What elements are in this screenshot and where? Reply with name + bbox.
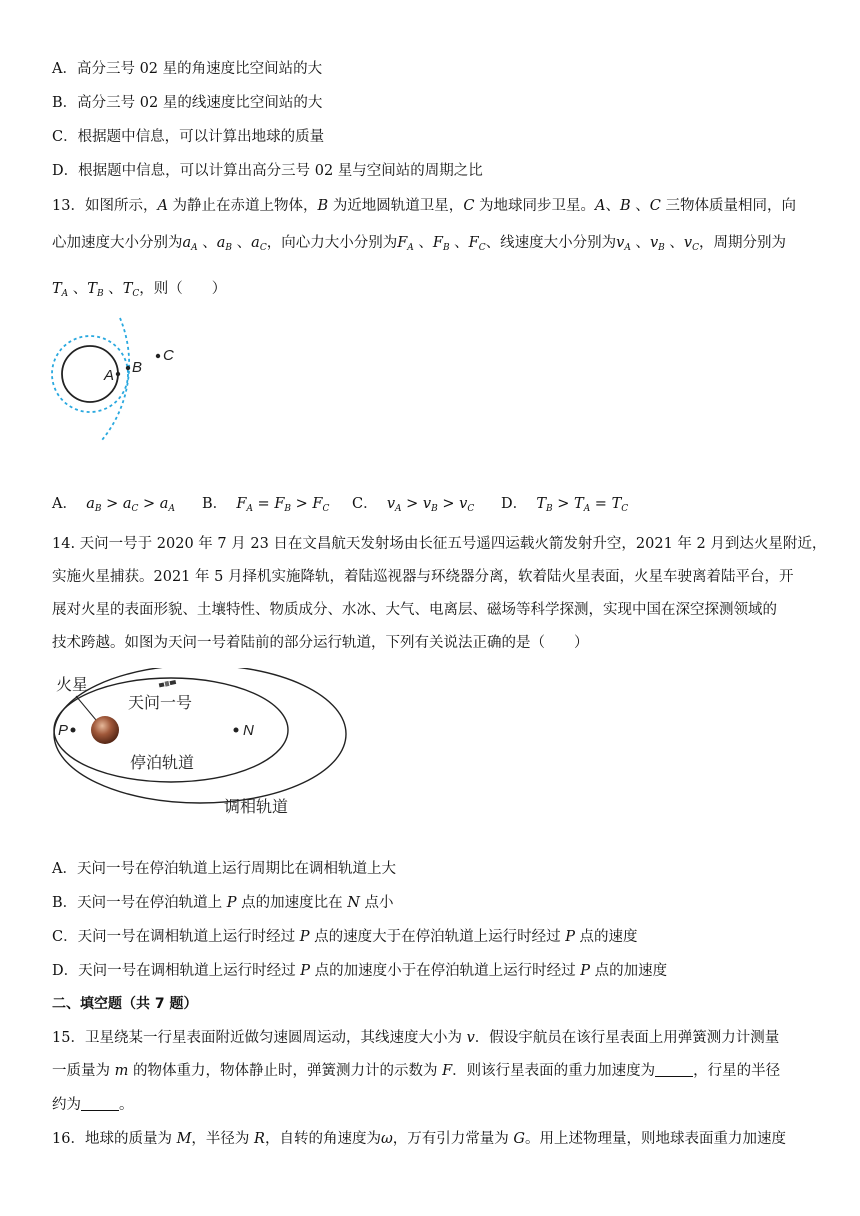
var-b: B <box>317 198 329 214</box>
q13-text: ，则（ ） <box>139 281 227 297</box>
q13-stem-line3: $T_A$ 、$T_B$ 、$T_C$，则（ ） <box>52 281 227 299</box>
q13-option-b: B． $F_A = F_B > F_C$ <box>202 496 330 514</box>
label-p: P <box>58 722 69 739</box>
label-probe: 天问一号 <box>128 695 193 712</box>
q13-text: ，周期分别为 <box>698 235 786 251</box>
q13-option-d: D． $T_B > T_A = T_C$ <box>501 496 629 514</box>
q13-number: 13．如图所示， <box>52 198 158 214</box>
q13-text: 心加速度大小分别为 <box>52 235 183 251</box>
answer-blank[interactable] <box>655 1062 693 1077</box>
point-c <box>156 354 160 358</box>
q13-text: 、线速度大小分别为 <box>485 235 617 251</box>
var-a: A <box>157 198 168 214</box>
q16-line1: 16．地球的质量为 M，半径为 R，自转的角速度为ω，万有引力常量为 G。用上述物理量，则地球表面重力加速度 <box>52 1131 786 1147</box>
q13-option-a: A． $a_B > a_C > a_A$ <box>52 496 175 514</box>
q13-orbit-figure <box>50 312 190 442</box>
q13-options <box>52 492 812 516</box>
q14-orbit-figure <box>50 668 350 824</box>
q14-option-c: C．天问一号在调相轨道上运行时经过 P 点的速度大于在停泊轨道上运行时经过 P 点的速度 <box>52 929 638 945</box>
q12-option-a: A．高分三号 02 星的角速度比空间站的大 <box>52 61 323 77</box>
q15-line3: 约为 。 <box>52 1097 134 1113</box>
q12-option-b: B．高分三号 02 星的线速度比空间站的大 <box>52 95 323 111</box>
q14-option-d: D．天问一号在调相轨道上运行时经过 P 点的加速度小于在停泊轨道上运行时经过 P 点的加速度 <box>52 963 668 979</box>
label-phasing-orbit: 调相轨道 <box>224 799 289 816</box>
q14-option-b: B．天问一号在停泊轨道上 P 点的加速度比在 N 点小 <box>52 895 394 911</box>
label-c: C <box>163 347 174 364</box>
q13-text: 为近地圆轨道卫星， <box>332 198 464 214</box>
label-n: N <box>243 722 254 739</box>
q14-stem-line2: 实施火星捕获。2021 年 5 月择机实施降轨，着陆巡视器与环绕器分离，软着陆火星表面，火星车驶离着陆平台，开 <box>52 569 794 585</box>
point-n <box>234 728 239 733</box>
q14-stem-line3: 展对火星的表面形貌、土壤特性、物质成分、水冰、大气、电离层、磁场等科学探测，实现中国在深空探测领域的 <box>52 602 777 618</box>
q13-text: ，向心力大小分别为 <box>266 235 398 251</box>
label-mars: 火星 <box>56 677 89 694</box>
var-c: C <box>463 198 475 214</box>
q14-stem-line1: 14. 天问一号于 2020 年 7 月 23 日在文昌航天发射场由长征五号遥四运载火箭发射升空，2021 年 2 月到达火星附近， <box>52 536 827 552</box>
q12-option-c: C．根据题中信息，可以计算出地球的质量 <box>52 129 325 145</box>
point-p <box>71 728 76 733</box>
q13-text: 三物体质量相同，向 <box>665 198 796 214</box>
label-a: A <box>104 367 115 384</box>
q15-line2: 一质量为 m 的物体重力，物体静止时，弹簧测力计的示数为 F．则该行星表面的重力加速度为 ，行星的半径 <box>52 1063 781 1079</box>
q14-stem-line4: 技术跨越。如图为天问一号着陆前的部分运行轨道，下列有关说法正确的是（ ） <box>52 635 589 651</box>
answer-blank[interactable] <box>81 1096 119 1111</box>
point-b <box>126 366 130 370</box>
point-a <box>116 372 120 376</box>
q13-stem-line1: 13．如图所示，A 为静止在赤道上物体，B 为近地圆轨道卫星，C 为地球同步卫星。A、B 、C 三物体质量相同，向 <box>52 198 796 214</box>
probe-icon <box>159 679 177 687</box>
q13-stem-line2: 心加速度大小分别为$a_A$ 、$a_B$ 、$a_C$，向心力大小分别为$F_A$ 、$F_B$ 、$F_C$、线速度大小分别为$v_A$ 、$v_B$ 、$v_C$，周期分别为 <box>52 235 786 253</box>
q15-line1: 15．卫星绕某一行星表面附近做匀速圆周运动，其线速度大小为 v．假设宇航员在该行星表面上用弹簧测力计测量 <box>52 1030 780 1046</box>
q13-text: 为地球同步卫星。 <box>479 198 596 214</box>
label-b: B <box>132 359 143 376</box>
mars-pointer <box>76 696 96 720</box>
q13-text: 为静止在赤道上物体， <box>172 198 318 214</box>
label-parking-orbit: 停泊轨道 <box>130 755 195 772</box>
q13-option-c: C． $v_A > v_B > v_C$ <box>352 496 475 514</box>
section-heading: 二、填空题（共 7 题） <box>52 996 198 1012</box>
q12-option-d: D．根据题中信息，可以计算出高分三号 02 星与空间站的周期之比 <box>52 163 483 179</box>
mars-planet <box>91 716 119 744</box>
q14-option-a: A．天问一号在停泊轨道上运行周期比在调相轨道上大 <box>52 861 396 877</box>
